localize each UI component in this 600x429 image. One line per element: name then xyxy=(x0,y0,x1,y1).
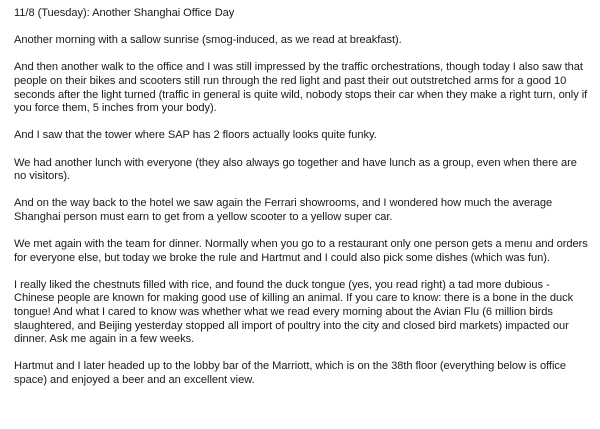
paragraph: Another morning with a sallow sunrise (smog-induced, as we read at breakfast). xyxy=(14,34,402,47)
paragraph: I really liked the chestnuts filled with rice, and found the duck tongue (yes, you read right) a tad more dubious - Chinese people are known for making good use of killing an animal. If you care to know: there is a bone in the duck tongue! And what I cared to know was whether what we read every morning about the Avian Flu (6 million birds slaughtered, and Beijing yesterday stopped all import of poultry into the city and closed bird markets) impacted our dinner. Ask me again in a few weeks. xyxy=(14,278,574,346)
paragraph: We had another lunch with everyone (they also always go together and have lunch as a group, even when there are no visitors). xyxy=(14,156,577,183)
paragraph: And then another walk to the office and I was still impressed by the traffic orchestrations, though today I also saw that people on their bikes and scooters still run through the red light and past their out outstretched arms for a good 10 seconds after the light turned (traffic in general is quite wild, nobody stops their car when they make a right turn, only if you force them, 5 inches from your body). xyxy=(14,61,588,115)
paragraph: Hartmut and I later headed up to the lobby bar of the Marriott, which is on the 38th floor (everything below is office space) and enjoyed a beer and an excellent view. xyxy=(14,360,566,387)
paragraph: And I saw that the tower where SAP has 2 floors actually looks quite funky. xyxy=(14,129,377,142)
entry-title: 11/8 (Tuesday): Another Shanghai Office Day xyxy=(14,7,235,19)
paragraph: We met again with the team for dinner. Normally when you go to a restaurant only one person gets a menu and orders for everyone else, but today we broke the rule and Hartmut and I could also pick some dishes (which was fun). xyxy=(14,238,588,264)
document-body xyxy=(14,7,590,401)
paragraph: And on the way back to the hotel we saw again the Ferrari showrooms, and I wondered how much the average Shanghai person must earn to get from a yellow scooter to a yellow super car. xyxy=(14,197,553,223)
